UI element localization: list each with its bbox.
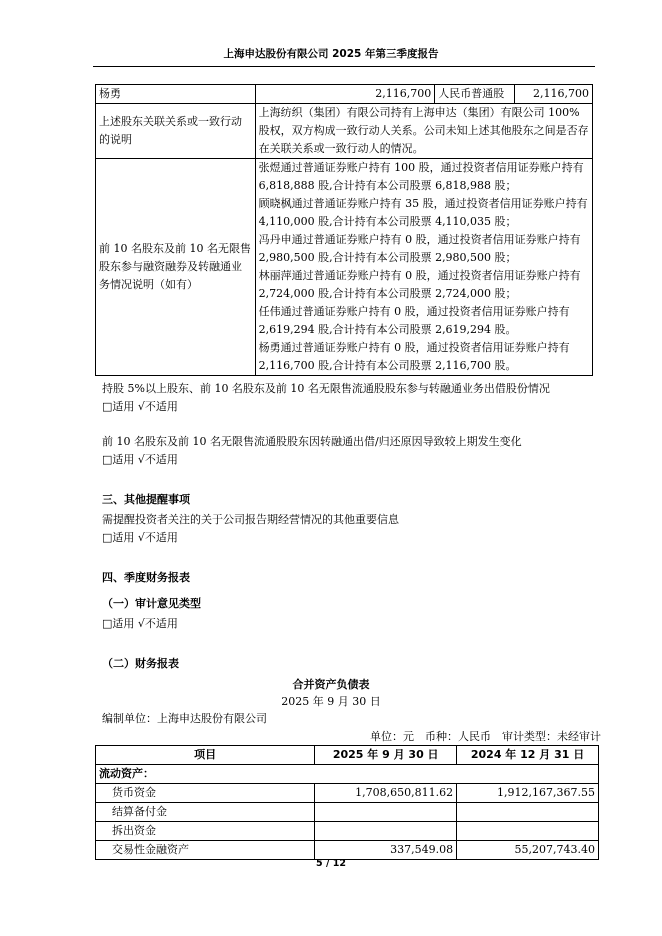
section3-checkbox: □适用 √不适用	[102, 531, 178, 544]
shares-held: 2,116,700	[255, 85, 435, 104]
preparer: 编制单位：上海申达股份有限公司	[102, 712, 267, 725]
section4-heading: 四、季度财务报表	[102, 571, 190, 584]
table-row	[96, 85, 593, 104]
column-header-current: 2025 年 9 月 30 日	[315, 746, 457, 765]
margin-line: 张煜通过普通证券账户持有 100 股，通过投资者信用证券账户持有 6,818,888 股,合计持有本公司股票 6,818,988 股；	[258, 161, 584, 192]
audit-opinion-checkbox: □适用 √不适用	[102, 617, 178, 630]
financial-statements-heading: （二）财务报表	[102, 657, 179, 670]
column-header-prior: 2024 年 12 月 31 日	[457, 746, 599, 765]
row-current	[315, 822, 457, 841]
row-current	[315, 803, 457, 822]
unit-line: 单位：元 币种：人民币 审计类型：未经审计	[370, 730, 601, 743]
balance-sheet-date: 2025 年 9 月 30 日	[281, 695, 381, 708]
row-current: 1,708,650,811.62	[315, 784, 457, 803]
share-type: 人民币普通股	[435, 85, 515, 104]
table-row	[96, 841, 599, 860]
change-checkbox: □适用 √不适用	[102, 453, 178, 466]
section-label: 流动资产：	[96, 765, 599, 784]
table-row	[96, 803, 599, 822]
row-prior: 1,912,167,367.55	[457, 784, 599, 803]
margin-line: 杨勇通过普通证券账户持有 0 股，通过投资者信用证券账户持有 2,116,700 股,合计持有本公司股票 2,116,700 股。	[258, 341, 570, 372]
header-divider	[93, 66, 595, 67]
margin-label: 前 10 名股东及前 10 名无限售股东参与融资融券及转融通业务情况说明（如有）	[96, 159, 256, 376]
table-row	[96, 765, 599, 784]
margin-line: 林丽萍通过普通证券账户持有 0 股，通过投资者信用证券账户持有 2,724,000 股,合计持有本公司股票 2,724,000 股；	[258, 269, 581, 300]
row-item: 结算备付金	[96, 803, 315, 822]
row-prior	[457, 803, 599, 822]
section3-heading: 三、其他提醒事项	[102, 493, 190, 506]
relation-label: 上述股东关联关系或一致行动的说明	[96, 104, 256, 159]
table-header-row	[96, 746, 599, 765]
row-prior	[457, 822, 599, 841]
table-row	[96, 159, 593, 376]
table-row	[96, 104, 593, 159]
shareholder-table	[95, 84, 593, 376]
balance-sheet-table	[95, 745, 599, 860]
relation-text: 上海纺织（集团）有限公司持有上海申达（集团）有限公司 100%股权，双方构成一致行动人关系。公司未知上述其他股东之间是否存在关联关系或一致行动人的情况。	[255, 104, 592, 159]
audit-opinion-heading: （一）审计意见类型	[102, 597, 201, 610]
change-title: 前 10 名股东及前 10 名无限售流通股股东因转融通出借/归还原因导致较上期发生变化	[102, 435, 522, 448]
margin-line: 任伟通过普通证券账户持有 0 股，通过投资者信用证券账户持有 2,619,294 股,合计持有本公司股票 2,619,294 股。	[258, 305, 570, 336]
margin-line: 冯丹申通过普通证券账户持有 0 股，通过投资者信用证券账户持有 2,980,500 股,合计持有本公司股票 2,980,500 股；	[258, 233, 581, 264]
row-current: 337,549.08	[315, 841, 457, 860]
shareholder-name: 杨勇	[96, 85, 256, 104]
column-header-item: 项目	[96, 746, 315, 765]
row-item: 货币资金	[96, 784, 315, 803]
margin-line: 顾晓枫通过普通证券账户持有 35 股，通过投资者信用证券账户持有 4,110,000 股,合计持有本公司股票 4,110,035 股；	[258, 197, 588, 228]
share-count: 2,116,700	[515, 85, 593, 104]
margin-text	[255, 159, 592, 376]
lending-title: 持股 5%以上股东、前 10 名股东及前 10 名无限售流通股股东参与转融通业务出借股份情况	[102, 382, 550, 395]
row-prior: 55,207,743.40	[457, 841, 599, 860]
table-row	[96, 822, 599, 841]
balance-sheet-title: 合并资产负债表	[292, 678, 370, 691]
row-item: 拆出资金	[96, 822, 315, 841]
table-row	[96, 784, 599, 803]
lending-checkbox: □适用 √不适用	[102, 400, 178, 413]
section3-text: 需提醒投资者关注的关于公司报告期经营情况的其他重要信息	[102, 513, 399, 526]
page-header: 上海申达股份有限公司 2025 年第三季度报告	[223, 48, 439, 60]
row-item: 交易性金融资产	[96, 841, 315, 860]
page-number: 5 / 12	[316, 858, 346, 869]
